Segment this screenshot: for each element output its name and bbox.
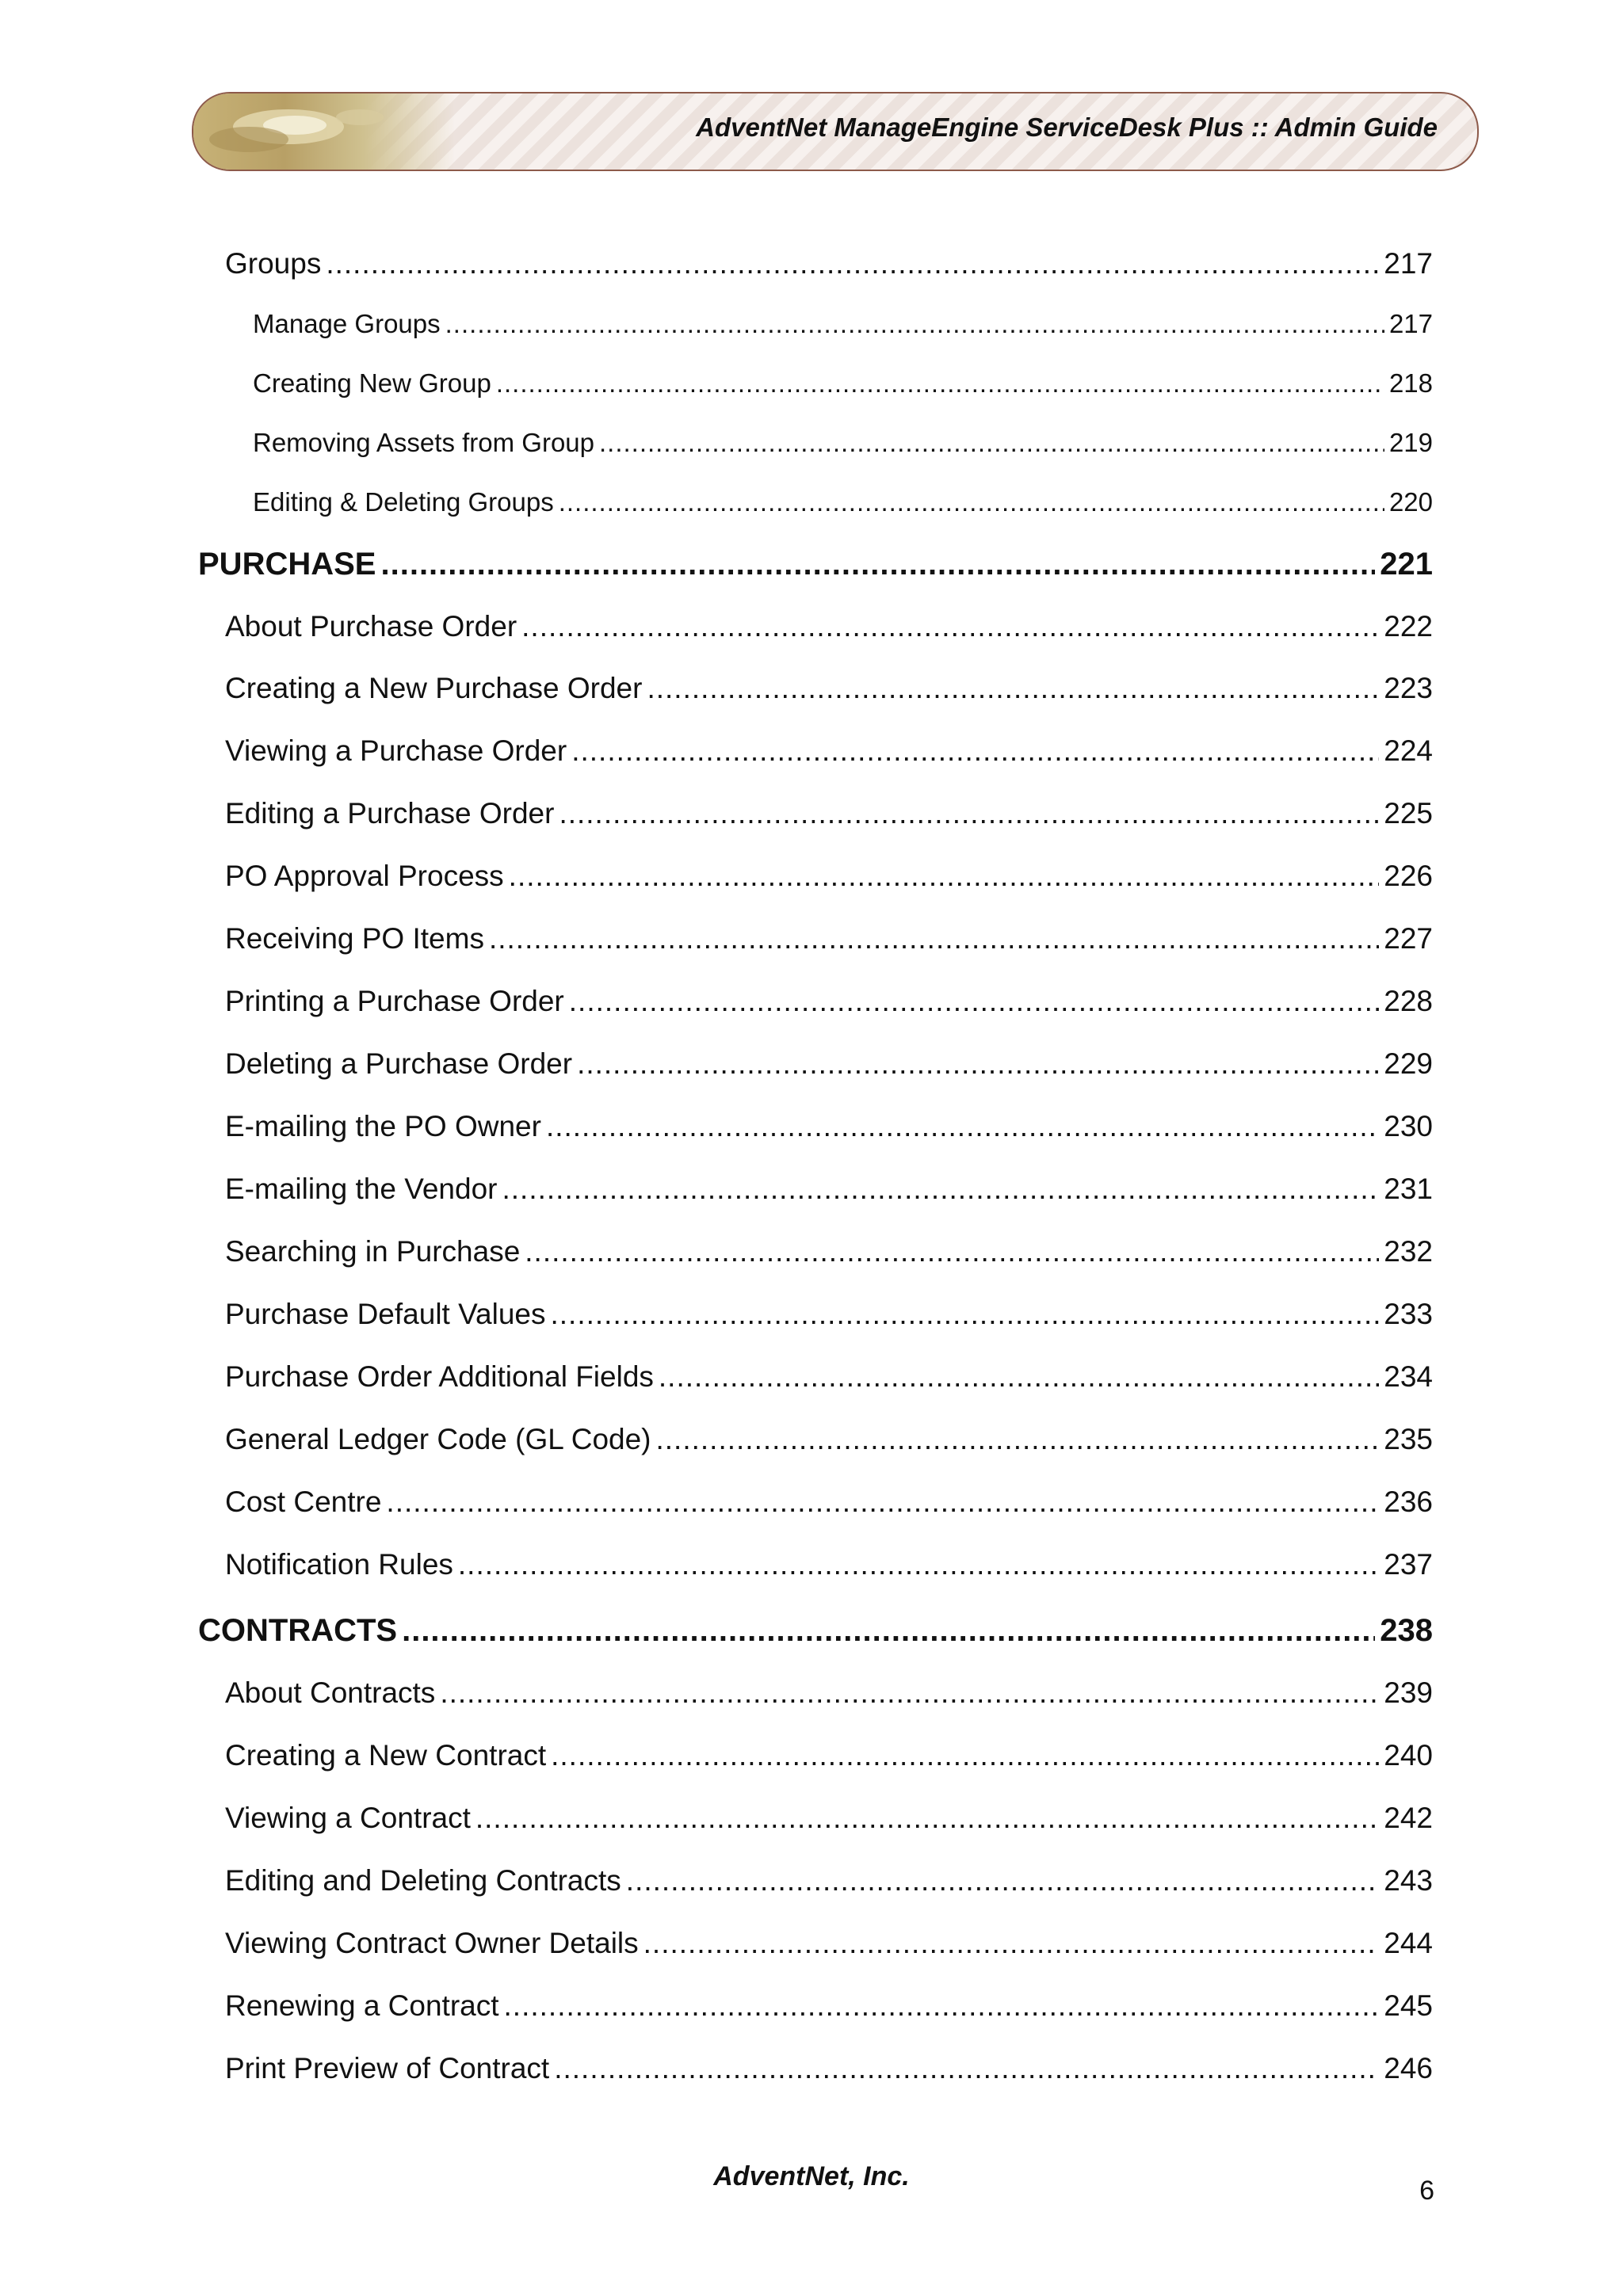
dot-leader xyxy=(496,368,1384,399)
dot-leader xyxy=(509,860,1380,893)
toc-entry-title: PO Approval Process xyxy=(225,860,504,892)
toc-entry-title: Editing a Purchase Order xyxy=(225,797,555,830)
toc-entry-title: CONTRACTS xyxy=(198,1613,398,1648)
toc-subsection-entry[interactable] xyxy=(253,309,1433,339)
toc-entry-page: 243 xyxy=(1384,1864,1433,1897)
toc-subsection-entry[interactable] xyxy=(253,368,1433,399)
toc-entry-title: E-mailing the Vendor xyxy=(225,1173,498,1205)
toc-entry-title: PURCHASE xyxy=(198,547,376,582)
toc-entry-title: About Purchase Order xyxy=(225,610,517,643)
toc-entry-page: 217 xyxy=(1384,247,1433,280)
dot-leader xyxy=(489,922,1379,955)
toc-entry-title: Editing and Deleting Contracts xyxy=(225,1864,621,1897)
toc-entry-title: Renewing a Contract xyxy=(225,1989,499,2022)
dot-leader xyxy=(440,1676,1379,1710)
toc-section-entry[interactable] xyxy=(225,797,1433,830)
toc-section-entry[interactable] xyxy=(225,1235,1433,1268)
toc-section-entry[interactable] xyxy=(225,2052,1433,2085)
toc-entry-page: 224 xyxy=(1384,734,1433,767)
toc-section-entry[interactable] xyxy=(225,1548,1433,1581)
toc-entry-page: 221 xyxy=(1380,547,1433,582)
toc-section-entry[interactable] xyxy=(225,1989,1433,2023)
dot-leader xyxy=(386,1486,1379,1519)
toc-entry-page: 229 xyxy=(1384,1047,1433,1080)
footer-company: AdventNet, Inc. xyxy=(713,2161,910,2191)
toc-entry-title: Editing & Deleting Groups xyxy=(253,487,554,517)
toc-entry-title: Deleting a Purchase Order xyxy=(225,1047,573,1080)
toc-entry-title: Viewing Contract Owner Details xyxy=(225,1927,639,1959)
dot-leader xyxy=(577,1047,1379,1081)
toc-entry-page: 234 xyxy=(1384,1360,1433,1393)
toc-entry-title: Cost Centre xyxy=(225,1486,382,1518)
dot-leader xyxy=(559,487,1384,517)
toc-entry-title: Removing Assets from Group xyxy=(253,428,594,457)
toc-section-entry[interactable] xyxy=(225,247,1433,280)
toc-chapter-entry[interactable] xyxy=(198,1613,1433,1649)
toc-section-entry[interactable] xyxy=(225,1298,1433,1331)
page-number: 6 xyxy=(1419,2176,1434,2206)
toc-section-entry[interactable] xyxy=(225,1739,1433,1772)
dot-leader xyxy=(504,1989,1380,2023)
toc-entry-page: 231 xyxy=(1384,1173,1433,1205)
toc-entry-title: Searching in Purchase xyxy=(225,1235,521,1268)
toc-section-entry[interactable] xyxy=(225,1047,1433,1081)
toc-entry-page: 244 xyxy=(1384,1927,1433,1959)
toc-entry-page: 223 xyxy=(1384,672,1433,704)
document-title: AdventNet ManageEngine ServiceDesk Plus :: Admin Guide xyxy=(696,113,1438,142)
dot-leader xyxy=(647,672,1379,705)
toc-entry-title: Notification Rules xyxy=(225,1548,453,1581)
toc-section-entry[interactable] xyxy=(225,1802,1433,1835)
toc-entry-page: 232 xyxy=(1384,1235,1433,1268)
toc-chapter-entry[interactable] xyxy=(198,547,1433,582)
dot-leader xyxy=(546,1110,1379,1143)
toc-entry-page: 236 xyxy=(1384,1486,1433,1518)
dot-leader xyxy=(445,309,1384,339)
toc-entry-title: Creating a New Contract xyxy=(225,1739,547,1772)
toc-entry-title: Receiving PO Items xyxy=(225,922,484,955)
dot-leader xyxy=(571,734,1379,768)
dot-leader xyxy=(380,547,1375,582)
toc-subsection-entry[interactable] xyxy=(253,428,1433,458)
toc-section-entry[interactable] xyxy=(225,672,1433,705)
toc-section-entry[interactable] xyxy=(225,1486,1433,1519)
dot-leader xyxy=(659,1360,1379,1394)
toc-entry-title: General Ledger Code (GL Code) xyxy=(225,1423,651,1455)
dot-leader xyxy=(626,1864,1379,1897)
toc-section-entry[interactable] xyxy=(225,610,1433,643)
dot-leader xyxy=(559,797,1379,830)
toc-entry-page: 233 xyxy=(1384,1298,1433,1330)
toc-entry-title: E-mailing the PO Owner xyxy=(225,1110,541,1142)
dot-leader xyxy=(326,247,1379,280)
toc-entry-title: Manage Groups xyxy=(253,309,441,338)
toc-entry-title: Viewing a Contract xyxy=(225,1802,471,1834)
toc-section-entry[interactable] xyxy=(225,860,1433,893)
dot-leader xyxy=(458,1548,1379,1581)
toc-entry-title: Printing a Purchase Order xyxy=(225,985,564,1017)
toc-entry-title: Purchase Default Values xyxy=(225,1298,546,1330)
dot-leader xyxy=(475,1802,1379,1835)
toc-entry-page: 220 xyxy=(1388,487,1433,517)
toc-entry-page: 238 xyxy=(1380,1613,1433,1648)
toc-entry-page: 242 xyxy=(1384,1802,1433,1834)
toc-section-entry[interactable] xyxy=(225,1360,1433,1394)
toc-entry-page: 246 xyxy=(1384,2052,1433,2084)
toc-entry-page: 226 xyxy=(1384,860,1433,892)
dot-leader xyxy=(551,1739,1379,1772)
dot-leader xyxy=(551,1298,1380,1331)
toc-entry-title: Viewing a Purchase Order xyxy=(225,734,567,767)
toc-entry-page: 230 xyxy=(1384,1110,1433,1142)
toc-entry-title: Groups xyxy=(225,247,322,280)
toc-entry-page: 222 xyxy=(1384,610,1433,643)
toc-section-entry[interactable] xyxy=(225,1927,1433,1960)
toc-section-entry[interactable] xyxy=(225,1676,1433,1710)
dot-leader xyxy=(643,1927,1380,1960)
toc-entry-title: Purchase Order Additional Fields xyxy=(225,1360,654,1393)
toc-entry-page: 239 xyxy=(1384,1676,1433,1709)
toc-entry-title: About Contracts xyxy=(225,1676,436,1709)
toc-entry-page: 245 xyxy=(1384,1989,1433,2022)
dot-leader xyxy=(599,428,1384,458)
toc-entry-page: 217 xyxy=(1388,309,1433,338)
toc-section-entry[interactable] xyxy=(225,1423,1433,1456)
toc-entry-title: Creating a New Purchase Order xyxy=(225,672,643,704)
toc-entry-page: 240 xyxy=(1384,1739,1433,1772)
dot-leader xyxy=(656,1423,1380,1456)
dot-leader xyxy=(502,1173,1379,1206)
dot-leader xyxy=(525,1235,1379,1268)
dot-leader xyxy=(521,610,1379,643)
toc-section-entry[interactable] xyxy=(225,734,1433,768)
toc-entry-page: 225 xyxy=(1384,797,1433,830)
toc-entry-page: 218 xyxy=(1388,368,1433,398)
toc-entry-title: Creating New Group xyxy=(253,368,491,398)
toc-section-entry[interactable] xyxy=(225,1864,1433,1897)
toc-section-entry[interactable] xyxy=(225,1110,1433,1143)
toc-section-entry[interactable] xyxy=(225,1173,1433,1206)
toc-section-entry[interactable] xyxy=(225,985,1433,1018)
dot-leader xyxy=(402,1613,1375,1649)
toc-entry-page: 237 xyxy=(1384,1548,1433,1581)
toc-entry-page: 235 xyxy=(1384,1423,1433,1455)
toc-section-entry[interactable] xyxy=(225,922,1433,955)
dot-leader xyxy=(569,985,1380,1018)
toc-subsection-entry[interactable] xyxy=(253,487,1433,517)
toc-entry-page: 228 xyxy=(1384,985,1433,1017)
toc-entry-page: 227 xyxy=(1384,922,1433,955)
dot-leader xyxy=(554,2052,1379,2085)
toc-entry-page: 219 xyxy=(1388,428,1433,457)
toc-entry-title: Print Preview of Contract xyxy=(225,2052,550,2084)
